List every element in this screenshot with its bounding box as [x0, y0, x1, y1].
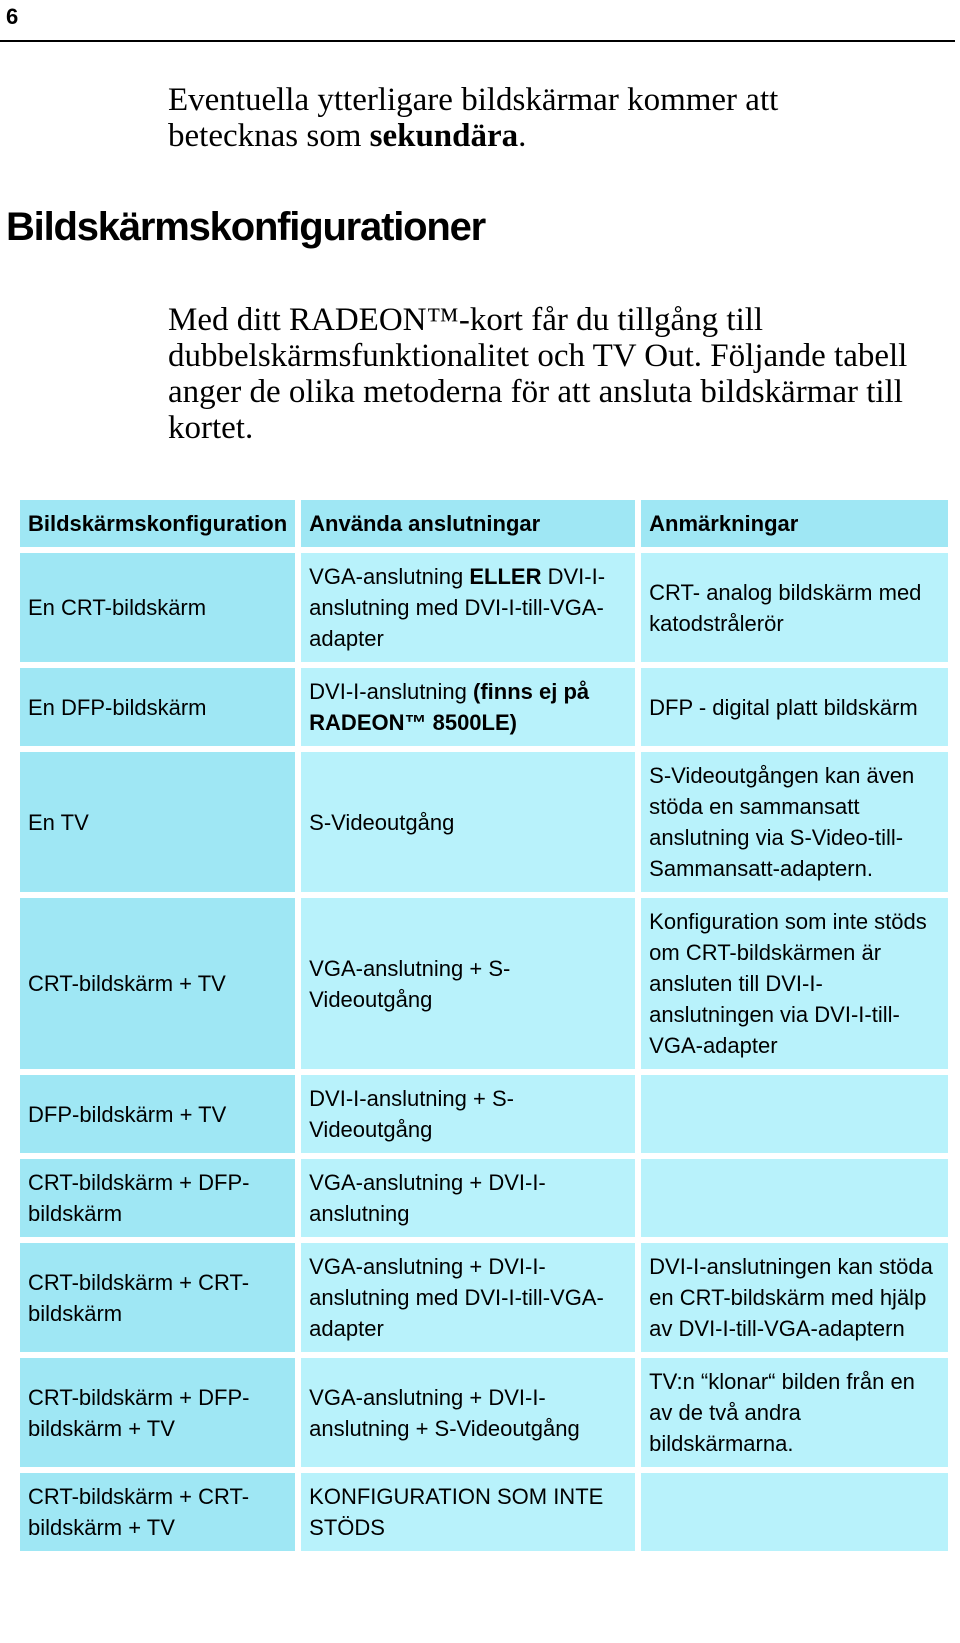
- connections-cell: [301, 1159, 635, 1237]
- notes-cell: TV:n “klonar“ bilden från en av de två andra bildskärmarna.: [641, 1358, 948, 1467]
- intro-text: Eventuella ytterligare bildskärmar kommer att betecknas som: [168, 82, 779, 154]
- intro-paragraph: [168, 82, 908, 154]
- connection-text: VGA-anslutning: [309, 564, 470, 589]
- notes-cell: [641, 1473, 948, 1551]
- table-row: [20, 898, 948, 1069]
- table-row: [20, 553, 948, 662]
- table-row: [20, 1159, 948, 1237]
- connections-cell: [301, 1358, 635, 1467]
- configuration-cell: En TV: [20, 752, 295, 892]
- connections-cell: [301, 668, 635, 746]
- notes-cell: [641, 1159, 948, 1237]
- configuration-cell: CRT-bildskärm + CRT-bildskärm + TV: [20, 1473, 295, 1551]
- configuration-cell: En CRT-bildskärm: [20, 553, 295, 662]
- connection-emphasis: ELLER: [469, 564, 542, 589]
- page-number: 6: [6, 4, 19, 29]
- table-row: [20, 1075, 948, 1153]
- description-paragraph: Med ditt RADEON™-kort får du tillgång till dubbelskärmsfunktionalitet och TV Out. Följande tabell anger de olika metoderna för att ansluta bildskärmar till kortet.: [168, 302, 908, 446]
- configuration-cell: En DFP-bildskärm: [20, 668, 295, 746]
- column-header-configuration: Bildskärmskonfiguration: [20, 500, 295, 547]
- notes-cell: Konfiguration som inte stöds om CRT-bildskärmen är ansluten till DVI-I-anslutningen via DVI-I-till-VGA-adapter: [641, 898, 948, 1069]
- configuration-table: [14, 494, 954, 1557]
- connection-emphasis: (finns ej på RADEON™ 8500LE): [309, 679, 590, 735]
- notes-cell: CRT- analog bildskärm med katodstrålerör: [641, 553, 948, 662]
- notes-cell: S-Videoutgången kan även stöda en sammansatt anslutning via S-Video-till-Sammansatt-adaptern.: [641, 752, 948, 892]
- connections-cell: [301, 898, 635, 1069]
- table-row: [20, 668, 948, 746]
- table-row: [20, 1358, 948, 1467]
- connection-text: KONFIGURATION SOM INTE STÖDS: [309, 1484, 604, 1540]
- configuration-cell: DFP-bildskärm + TV: [20, 1075, 295, 1153]
- notes-cell: [641, 1075, 948, 1153]
- connection-text: VGA-anslutning + DVI-I-anslutning + S-Videoutgång: [309, 1384, 580, 1441]
- table-row: [20, 1243, 948, 1352]
- configuration-cell: CRT-bildskärm + TV: [20, 898, 295, 1069]
- connections-cell: [301, 553, 635, 662]
- connection-text: VGA-anslutning + DVI-I-anslutning: [309, 1170, 546, 1226]
- configuration-cell: CRT-bildskärm + DFP-bildskärm: [20, 1159, 295, 1237]
- configuration-cell: CRT-bildskärm + CRT-bildskärm: [20, 1243, 295, 1352]
- notes-cell: DVI-I-anslutningen kan stöda en CRT-bildskärm med hjälp av DVI-I-till-VGA-adaptern: [641, 1243, 948, 1352]
- intro-period: .: [518, 118, 527, 154]
- connection-text: S-Videoutgång: [309, 809, 455, 835]
- connections-cell: [301, 1243, 635, 1352]
- connections-cell: [301, 1473, 635, 1551]
- connection-text: DVI-I-anslutning + S-Videoutgång: [309, 1086, 514, 1142]
- header-rule: [0, 40, 955, 42]
- connections-cell: [301, 752, 635, 892]
- connection-text: DVI-I-anslutning: [309, 679, 474, 704]
- table-row: [20, 752, 948, 892]
- table-header-row: [20, 500, 948, 547]
- intro-bold-term: sekundära: [369, 118, 519, 154]
- column-header-notes: Anmärkningar: [641, 500, 948, 547]
- connection-text: VGA-anslutning + S-Videoutgång: [309, 955, 511, 1012]
- connection-text: VGA-anslutning + DVI-I-anslutning med DVI-I-till-VGA-adapter: [309, 1254, 604, 1341]
- column-header-connections: Använda anslutningar: [301, 500, 635, 547]
- table-row: [20, 1473, 948, 1551]
- section-heading: Bildskärmskonfigurationer: [6, 205, 486, 249]
- configuration-cell: CRT-bildskärm + DFP-bildskärm + TV: [20, 1358, 295, 1467]
- connections-cell: [301, 1075, 635, 1153]
- connection-text-cont: DVI-I-anslutning med DVI-I-till-VGA-adapter: [309, 564, 606, 651]
- notes-cell: DFP - digital platt bildskärm: [641, 668, 948, 746]
